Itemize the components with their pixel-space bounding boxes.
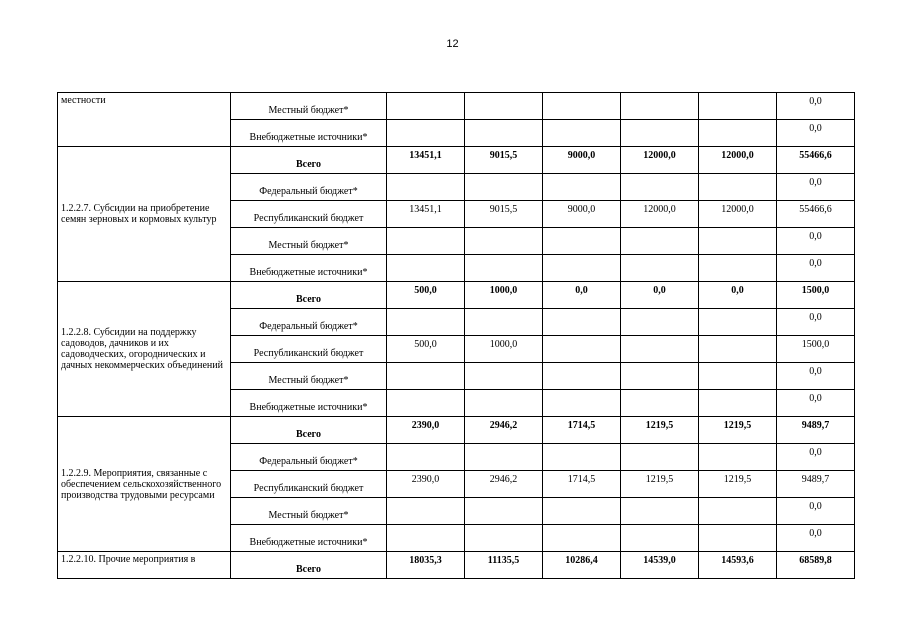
year-value-cell: 1219,5: [699, 471, 777, 498]
year-value-cell: [387, 255, 465, 282]
measure-name-cell: 1.2.2.10. Прочие мероприятия в: [58, 552, 231, 579]
year-value-cell: [699, 363, 777, 390]
funding-source-cell: Всего: [231, 552, 387, 579]
year-value-cell: [465, 93, 543, 120]
year-value-cell: [543, 120, 621, 147]
sum-value-cell: 0,0: [777, 309, 855, 336]
year-value-cell: [387, 444, 465, 471]
year-value-cell: 14593,6: [699, 552, 777, 579]
year-value-cell: [543, 363, 621, 390]
year-value-cell: 18035,3: [387, 552, 465, 579]
funding-source-cell: Внебюджетные источники*: [231, 120, 387, 147]
funding-source-cell: Всего: [231, 417, 387, 444]
sum-value-cell: 0,0: [777, 255, 855, 282]
year-value-cell: [621, 444, 699, 471]
year-value-cell: [621, 228, 699, 255]
year-value-cell: [543, 228, 621, 255]
year-value-cell: [465, 228, 543, 255]
sum-value-cell: 1500,0: [777, 282, 855, 309]
year-value-cell: [621, 255, 699, 282]
year-value-cell: 9000,0: [543, 201, 621, 228]
year-value-cell: [543, 444, 621, 471]
year-value-cell: [621, 93, 699, 120]
funding-source-cell: Местный бюджет*: [231, 93, 387, 120]
page-number: 12: [446, 38, 459, 50]
year-value-cell: 2390,0: [387, 471, 465, 498]
year-value-cell: 0,0: [621, 282, 699, 309]
year-value-cell: [621, 363, 699, 390]
year-value-cell: [699, 390, 777, 417]
sum-value-cell: 0,0: [777, 363, 855, 390]
year-value-cell: [699, 309, 777, 336]
year-value-cell: [543, 93, 621, 120]
year-value-cell: 12000,0: [621, 201, 699, 228]
year-value-cell: [387, 525, 465, 552]
year-value-cell: [465, 309, 543, 336]
sum-value-cell: 0,0: [777, 93, 855, 120]
funding-source-cell: Республиканский бюджет: [231, 336, 387, 363]
year-value-cell: 2946,2: [465, 471, 543, 498]
sum-value-cell: 55466,6: [777, 201, 855, 228]
year-value-cell: [699, 525, 777, 552]
sum-value-cell: 0,0: [777, 444, 855, 471]
measure-name-cell: 1.2.2.7. Субсидии на приобретение семян зерновых и кормовых культур: [58, 147, 231, 282]
year-value-cell: [387, 228, 465, 255]
funding-source-cell: Федеральный бюджет*: [231, 444, 387, 471]
year-value-cell: 1219,5: [621, 417, 699, 444]
year-value-cell: 9015,5: [465, 147, 543, 174]
table-row: [58, 93, 855, 120]
year-value-cell: 0,0: [699, 282, 777, 309]
year-value-cell: [465, 363, 543, 390]
year-value-cell: [621, 525, 699, 552]
year-value-cell: [699, 120, 777, 147]
year-value-cell: 13451,1: [387, 201, 465, 228]
year-value-cell: 1714,5: [543, 471, 621, 498]
funding-source-cell: Местный бюджет*: [231, 498, 387, 525]
year-value-cell: [699, 255, 777, 282]
year-value-cell: [387, 174, 465, 201]
funding-source-cell: Внебюджетные источники*: [231, 255, 387, 282]
year-value-cell: [465, 390, 543, 417]
table-row-total: [58, 282, 855, 309]
year-value-cell: 1219,5: [621, 471, 699, 498]
sum-value-cell: 0,0: [777, 498, 855, 525]
year-value-cell: 1000,0: [465, 336, 543, 363]
funding-source-cell: Всего: [231, 282, 387, 309]
sum-value-cell: 1500,0: [777, 336, 855, 363]
measure-name-cell: 1.2.2.9. Мероприятия, связанные с обеспечением сельскохозяйственного производства трудовыми ресурсами: [58, 417, 231, 552]
funding-source-cell: Местный бюджет*: [231, 228, 387, 255]
year-value-cell: [543, 309, 621, 336]
measure-name-cell: местности: [58, 93, 231, 147]
year-value-cell: [387, 309, 465, 336]
year-value-cell: [621, 390, 699, 417]
year-value-cell: [699, 93, 777, 120]
year-value-cell: 12000,0: [699, 201, 777, 228]
year-value-cell: [543, 255, 621, 282]
table-row-total: [58, 147, 855, 174]
sum-value-cell: 0,0: [777, 120, 855, 147]
sum-value-cell: 0,0: [777, 390, 855, 417]
year-value-cell: [621, 120, 699, 147]
year-value-cell: [465, 174, 543, 201]
year-value-cell: 1714,5: [543, 417, 621, 444]
year-value-cell: [543, 525, 621, 552]
year-value-cell: [543, 336, 621, 363]
year-value-cell: [621, 174, 699, 201]
year-value-cell: [543, 390, 621, 417]
sum-value-cell: 0,0: [777, 174, 855, 201]
funding-source-cell: Внебюджетные источники*: [231, 525, 387, 552]
year-value-cell: [387, 498, 465, 525]
year-value-cell: [543, 498, 621, 525]
funding-source-cell: Республиканский бюджет: [231, 471, 387, 498]
year-value-cell: 2390,0: [387, 417, 465, 444]
year-value-cell: 1000,0: [465, 282, 543, 309]
year-value-cell: [699, 174, 777, 201]
sum-value-cell: 0,0: [777, 228, 855, 255]
year-value-cell: 2946,2: [465, 417, 543, 444]
year-value-cell: 12000,0: [621, 147, 699, 174]
year-value-cell: 14539,0: [621, 552, 699, 579]
year-value-cell: [465, 525, 543, 552]
sum-value-cell: 68589,8: [777, 552, 855, 579]
year-value-cell: [699, 336, 777, 363]
table-row-total: [58, 552, 855, 579]
funding-source-cell: Республиканский бюджет: [231, 201, 387, 228]
funding-source-cell: Всего: [231, 147, 387, 174]
year-value-cell: [465, 444, 543, 471]
year-value-cell: [387, 93, 465, 120]
funding-source-cell: Федеральный бюджет*: [231, 174, 387, 201]
sum-value-cell: 9489,7: [777, 471, 855, 498]
year-value-cell: 12000,0: [699, 147, 777, 174]
sum-value-cell: 55466,6: [777, 147, 855, 174]
year-value-cell: [387, 390, 465, 417]
year-value-cell: 13451,1: [387, 147, 465, 174]
year-value-cell: 1219,5: [699, 417, 777, 444]
year-value-cell: [699, 498, 777, 525]
budget-table: [57, 92, 855, 579]
year-value-cell: 500,0: [387, 336, 465, 363]
year-value-cell: [387, 120, 465, 147]
year-value-cell: [465, 120, 543, 147]
funding-source-cell: Местный бюджет*: [231, 363, 387, 390]
year-value-cell: [621, 336, 699, 363]
funding-source-cell: Внебюджетные источники*: [231, 390, 387, 417]
year-value-cell: 9000,0: [543, 147, 621, 174]
year-value-cell: [699, 228, 777, 255]
year-value-cell: [465, 255, 543, 282]
year-value-cell: [621, 498, 699, 525]
measure-name-cell: 1.2.2.8. Субсидии на поддержку садоводов, дачников и их садоводческих, огороднических и дачных некоммерческих объединений: [58, 282, 231, 417]
year-value-cell: 11135,5: [465, 552, 543, 579]
year-value-cell: 10286,4: [543, 552, 621, 579]
table-row-total: [58, 417, 855, 444]
year-value-cell: 0,0: [543, 282, 621, 309]
year-value-cell: 9015,5: [465, 201, 543, 228]
sum-value-cell: 0,0: [777, 525, 855, 552]
year-value-cell: 500,0: [387, 282, 465, 309]
year-value-cell: [543, 174, 621, 201]
year-value-cell: [621, 309, 699, 336]
sum-value-cell: 9489,7: [777, 417, 855, 444]
year-value-cell: [387, 363, 465, 390]
year-value-cell: [465, 498, 543, 525]
year-value-cell: [699, 444, 777, 471]
funding-source-cell: Федеральный бюджет*: [231, 309, 387, 336]
